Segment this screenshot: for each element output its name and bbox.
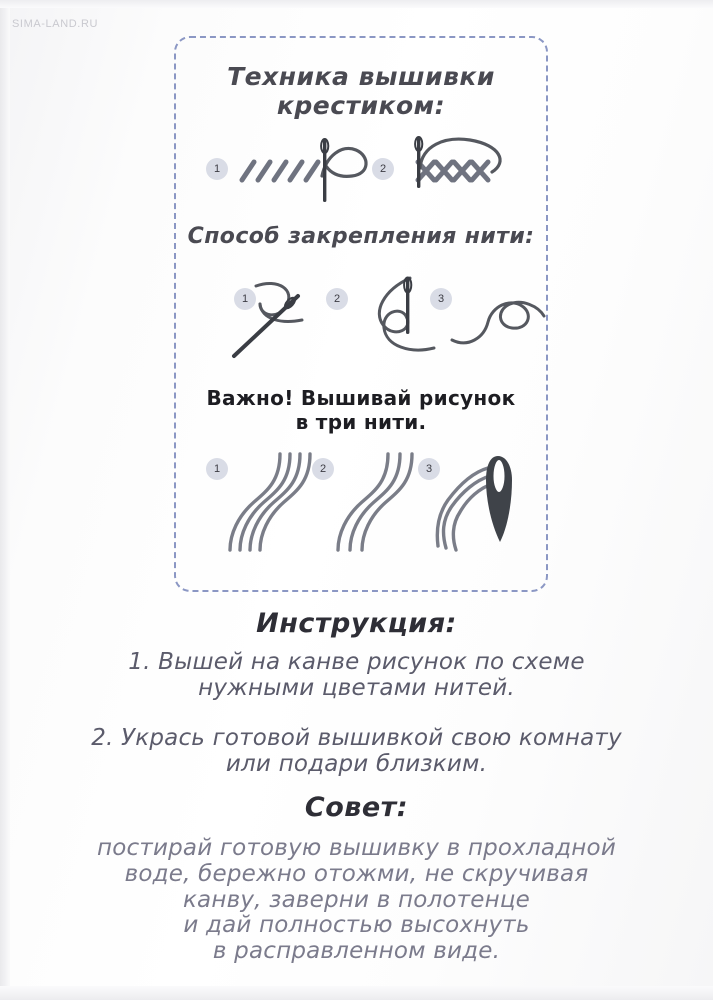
instruction-item-2-line2: или подари близким. bbox=[225, 750, 488, 777]
needle-icon bbox=[486, 456, 512, 542]
cross-stitch-diagram-1 bbox=[230, 128, 380, 222]
thread-step-badge-3: 3 bbox=[418, 458, 440, 480]
paper-edge-top bbox=[0, 0, 713, 8]
watermark: SIMA-LAND.RU bbox=[12, 18, 99, 30]
important-note-line2: в три нити. bbox=[295, 410, 427, 434]
lock-step-badge-3: 3 bbox=[430, 288, 452, 310]
advice-line-1: постирай готовую вышивку в прохладной bbox=[97, 835, 616, 861]
paper-edge-bottom bbox=[0, 986, 713, 1000]
thread-lock-diagram-3 bbox=[448, 284, 548, 368]
card-title-line2: крестиком: bbox=[276, 91, 446, 120]
advice-line-3: канву, заверни в полотенце bbox=[182, 886, 531, 913]
instruction-item-1-line1: 1. Вышей на канве рисунок по схеме bbox=[128, 649, 585, 675]
instruction-heading: Инструкция: bbox=[256, 608, 457, 639]
advice-line-5: в расправленном виде. bbox=[212, 938, 501, 964]
thread-lock-diagram-1 bbox=[216, 276, 336, 380]
technique-card bbox=[174, 36, 548, 592]
instruction-item-1 bbox=[0, 650, 713, 702]
card-title-line1: Техника вышивки bbox=[227, 62, 495, 91]
step-badge-2: 2 bbox=[372, 158, 394, 180]
cross-stitch-diagram-2 bbox=[396, 128, 546, 222]
three-threads-diagrams bbox=[176, 450, 546, 570]
important-note-line1: Важно! Вышивай рисунок bbox=[206, 386, 516, 410]
important-note bbox=[176, 386, 546, 434]
instruction-item-1-line2: нужными цветами нитей. bbox=[198, 674, 515, 701]
cross-stitch-diagrams bbox=[176, 128, 546, 218]
advice-line-2: воде, бережно отожми, не скручивая bbox=[124, 860, 589, 887]
advice-section bbox=[0, 792, 713, 823]
instruction-item-2-line1: 2. Укрась готовой вышивкой свою комнату bbox=[91, 725, 622, 751]
card-title bbox=[176, 62, 546, 120]
lock-step-badge-1: 1 bbox=[234, 288, 256, 310]
advice-heading: Совет: bbox=[304, 792, 409, 823]
thread-lock-title: Способ закрепления нити: bbox=[187, 224, 535, 249]
three-threads-diagram-2 bbox=[330, 450, 430, 564]
thread-step-badge-1: 1 bbox=[206, 458, 228, 480]
needle-icon bbox=[404, 278, 411, 335]
advice-body bbox=[0, 836, 713, 965]
instruction-section bbox=[0, 608, 713, 639]
advice-line-4: и дай полностью высохнуть bbox=[183, 912, 530, 939]
thread-lock-diagrams bbox=[176, 266, 546, 376]
lock-step-badge-2: 2 bbox=[326, 288, 348, 310]
instruction-item-2 bbox=[0, 726, 713, 778]
step-badge-1: 1 bbox=[206, 158, 228, 180]
three-threads-diagram-1 bbox=[224, 450, 324, 564]
thread-step-badge-2: 2 bbox=[312, 458, 334, 480]
three-threads-diagram-3 bbox=[434, 450, 550, 564]
needle-icon bbox=[234, 296, 298, 356]
